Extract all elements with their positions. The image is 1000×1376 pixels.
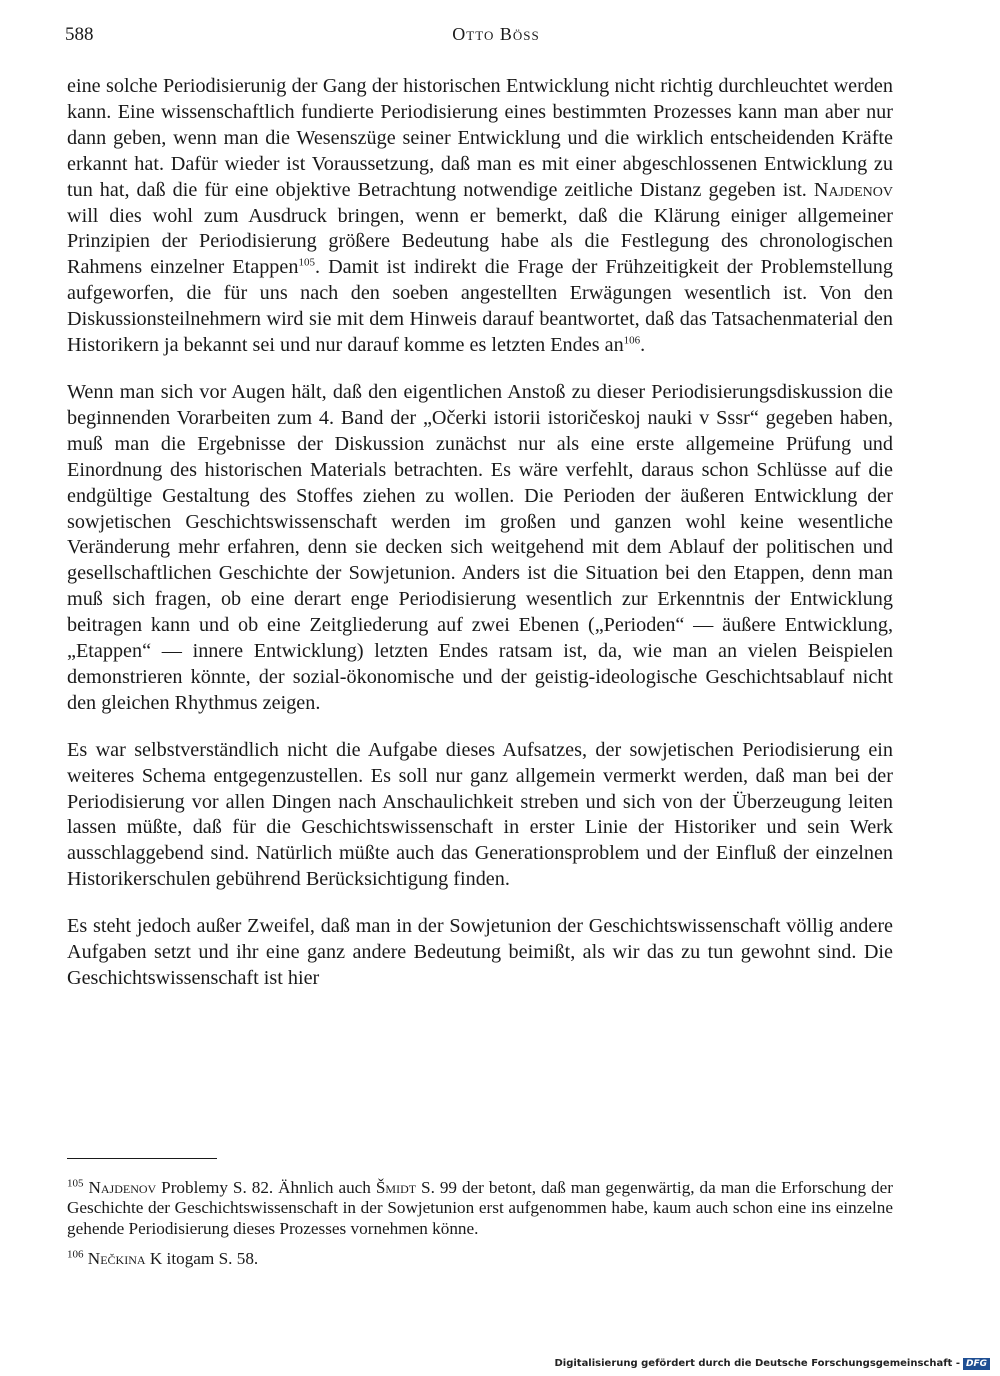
page-header (65, 24, 927, 52)
paragraph-1: eine solche Periodisierunig der Gang der historischen Entwicklung nicht richtig durchleuchtet werden kann. Eine wissenschaftlich fundierte Periodisierung eines bestimmten Prozesses kann man aber nur dann geben, wenn man die Wesenszüge seiner Entwicklung und die wirklich entscheidenden Kräfte erkannt hat. Dafür wieder ist Voraussetzung, daß man es mit einer abgeschlossenen Entwicklung zu tun hat, daß die für eine objektive Betrachtung notwendige zeitliche Distanz gegeben ist. Najdenov will dies wohl zum Ausdruck bringen, wenn er bemerkt, daß die Klärung einiger allgemeiner Prinzipien der Periodisierung größere Bedeutung habe als die Festlegung des chronologischen Rahmens einzelner Etappen$^{105}$. Damit ist indirekt die Frage der Frühzeitigkeit der Problemstellung aufgeworfen, die für uns nach den soeben angestellten Erwägungen wesentlich ist. Von den Diskussionsteilnehmern wird sie mit dem Hinweis darauf beantwortet, daß das Tatsachenmaterial den Historikern ja bekannt sei und nur darauf komme es letzten Endes $an^{106}$. (67, 75, 893, 357)
footnote-number: 106 (67, 1248, 84, 1261)
running-head: Otto Böss (452, 24, 540, 44)
page-number: 588 (65, 24, 94, 45)
digitization-credit: Digitalisierung gefördert durch die Deutsche Forschungsgemeinschaft - DFG (554, 1358, 990, 1370)
footnote-ref-106[interactable]: 106 (623, 334, 641, 347)
footnote-105: $^{105}$ Najdenov Problemy S. 82. Ähnlich auch Šmidt S. 99 der betont, daß man gegenwärtig, da man die Erforschung der Geschichte der Geschichtswissenschaft in der Sowjetunion erst aufgenommen habe, kaum auch schon eine ins einzelne gehende Periodisierung dieses Prozesses vornehmen könne. (67, 1177, 894, 1238)
dfg-logo: DFG (963, 1358, 990, 1370)
footnotes (67, 1178, 893, 1280)
author-name-najdenov: Najdenov (813, 178, 893, 201)
footnote-ref-105[interactable]: 105 (298, 256, 315, 269)
footnote-number: 105 (67, 1177, 84, 1190)
footnote-106: $^{106}$ Nečkina K itogam S. 58. (67, 1248, 259, 1269)
paragraph-2: Wenn man sich vor Augen hält, daß den eigentlichen Anstoß zu dieser Periodisierungsdiskussion die beginnenden Vorarbeiten zum 4. Band der „Očerki istorii istoričeskoj nauki v Sssr“ gegeben haben, muß man die Ergebnisse der Diskussion zunächst nur als eine erste allgemeine Prüfung und Einordnung des historischen Materials betrachten. Es wäre verfehlt, daraus schon Schlüsse auf die endgültige Gestaltung des Stoffes ziehen zu wollen. Die Perioden der äußeren Entwicklung der sowjetischen Geschichtswissenschaft werden im großen und ganzen wohl keine wesentliche Veränderung mehr erfahren, denn sie decken sich weitgehend mit dem Ablauf der politischen und gesellschaftlichen Geschichte der Sowjetunion. Anders ist die Situation bei den Etappen, denn man muß sich fragen, ob eine derart enge Periodisierung wesentlich zur Erkenntnis der Entwicklung beitragen kann und ob eine Zeitgliederung auf zwei Ebenen („Perioden“ — äußere Entwicklung, „Etappen“ — innere Entwicklung) letzten Endes ratsam ist, da, wie man an vielen Beispielen demonstrieren könnte, der sozial-ökonomische und der geistig-ideologische Geschichtsablauf nicht den gleichen Rhythmus zeigen. (67, 380, 893, 714)
paragraph-4: Es steht jedoch außer Zweifel, daß man in der Sowjetunion der Geschichtswissenschaft völlig andere Aufgaben setzt und ihr eine ganz andere Bedeutung beimißt, als wir das zu tun gewohnt sind. Die Geschichtswissenschaft ist hier (67, 915, 893, 989)
paragraph-3: Es war selbstverständlich nicht die Aufgabe dieses Aufsatzes, der sowjetischen Periodisierung ein weiteres Schema entgegenzustellen. Es soll nur ganz allgemein vermerkt werden, daß man bei der Periodisierung vor allen Dingen nach Anschaulichkeit streben und sich von der Überzeugung leiten lassen müßte, daß für die Geschichtswissenschaft in erster Linie der Historiker und sein Werk ausschlaggebend sind. Natürlich müßte auch das Generationsproblem und der Einfluß der einzelnen Historikerschulen gebührend Berücksichtigung finden. (67, 738, 893, 891)
footnote-rule (67, 1158, 217, 1159)
body-text (67, 74, 893, 1013)
